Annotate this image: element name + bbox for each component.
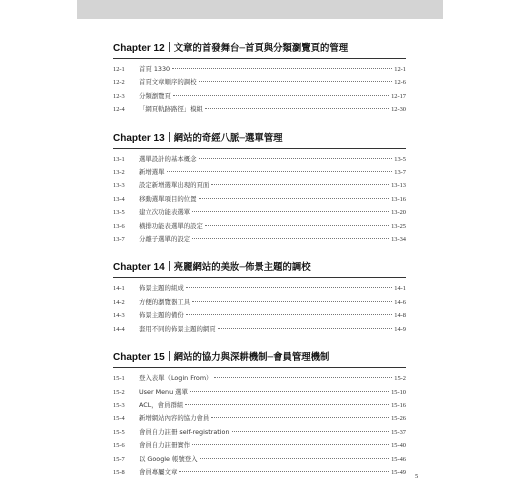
chapter-title: 亮麗網站的美妝─佈景主題的調校 <box>173 262 311 274</box>
toc-entry <box>113 76 406 89</box>
section-title: 分類瀏覽頁 <box>139 91 171 100</box>
section-page: 12-1 <box>394 66 406 73</box>
toc-entry <box>113 399 406 412</box>
page-number: 5 <box>415 473 419 480</box>
section-number: 15-6 <box>113 442 125 450</box>
chapter-number: Chapter 12 <box>113 43 165 54</box>
section-page: 13-25 <box>391 222 406 230</box>
chapter-heading <box>113 130 406 149</box>
section-number: 14-1 <box>113 285 125 293</box>
section-number: 15-1 <box>113 375 125 383</box>
section-page: 14-8 <box>394 312 406 320</box>
toc-entry <box>113 282 406 295</box>
dot-leader <box>192 444 389 445</box>
dot-leader <box>205 108 389 109</box>
chapter-heading <box>113 349 406 368</box>
toc-entry <box>113 90 406 103</box>
section-page: 15-37 <box>391 428 406 436</box>
section-title: 橫排功能表選單的設定 <box>139 221 203 230</box>
section-number: 14-2 <box>113 298 125 306</box>
dot-leader <box>186 287 393 288</box>
dot-leader <box>211 417 389 418</box>
dot-leader <box>179 471 389 472</box>
dot-leader <box>218 328 393 329</box>
toc-entry <box>113 103 406 116</box>
section-page: 13-5 <box>394 155 406 163</box>
dot-leader <box>192 301 392 302</box>
top-gray-band <box>77 0 443 19</box>
chapter-section <box>113 40 406 117</box>
section-page: 15-46 <box>391 455 406 463</box>
toc-entry <box>113 453 406 466</box>
section-title: 「網頁軌跡路徑」模組 <box>139 105 203 114</box>
section-number: 12-4 <box>113 106 125 114</box>
section-title: 方便的瀏覽器工具 <box>139 297 191 306</box>
chapter-heading <box>113 259 406 278</box>
chapter-title: 文章的首發舞台─首頁與分類瀏覽頁的管理 <box>173 43 349 54</box>
section-title: 會員自力註冊 self-registration <box>139 427 230 436</box>
toc-entry <box>113 372 406 385</box>
dot-leader <box>200 458 390 459</box>
chapter-title: 網站的奇經八脈─選單管理 <box>173 132 283 144</box>
section-page: 15-10 <box>391 388 406 396</box>
section-page: 12-6 <box>394 79 406 87</box>
section-number: 15-4 <box>113 415 125 423</box>
section-page: 14-1 <box>394 285 406 293</box>
section-title: 會員自力註冊實作 <box>139 441 191 450</box>
dot-leader <box>199 198 390 199</box>
dot-leader <box>192 211 389 212</box>
toc-entry <box>113 426 406 439</box>
section-title: 登入表單（Login From） <box>139 374 213 383</box>
toc-entry <box>113 439 406 452</box>
section-number: 13-1 <box>113 155 125 163</box>
section-number: 12-2 <box>113 79 125 87</box>
dot-leader <box>173 95 389 96</box>
toc-entry <box>113 466 406 479</box>
section-title: 佈景主題的組成 <box>139 284 184 293</box>
dot-leader <box>167 171 393 172</box>
section-page: 15-40 <box>391 442 406 450</box>
chapter-number: Chapter 15 <box>113 352 165 364</box>
table-of-contents <box>113 40 406 492</box>
chapter-number: Chapter 14 <box>113 262 165 274</box>
section-page: 15-2 <box>394 375 406 383</box>
section-number: 15-5 <box>113 428 125 436</box>
toc-entry <box>113 179 406 192</box>
section-number: 12-3 <box>113 92 125 100</box>
section-title: 設定新增選單出現的頁面 <box>139 181 210 190</box>
toc-entry <box>113 193 406 206</box>
section-page: 12-17 <box>391 92 406 100</box>
section-page: 13-16 <box>391 195 406 203</box>
chapter-title: 網站的協力與深耕機制─會員管理機制 <box>173 352 330 364</box>
chapter-separator <box>169 132 170 142</box>
section-number: 13-2 <box>113 169 125 177</box>
section-title: User Menu 選單 <box>139 387 188 396</box>
section-title: 首頁文章順序的調校 <box>139 78 197 87</box>
section-number: 12-1 <box>113 66 125 73</box>
toc-entry <box>113 206 406 219</box>
section-title: 移動選單項目的位置 <box>139 194 197 203</box>
section-number: 15-7 <box>113 455 125 463</box>
section-title: 建立次功能表選單 <box>139 208 191 217</box>
toc-entry <box>113 233 406 246</box>
section-title: 套用不同的佈景主題的網頁 <box>139 324 216 333</box>
section-title: 選單設計的基本概念 <box>139 154 197 163</box>
section-title: 新增網站內容的協力會員 <box>139 414 210 423</box>
toc-entry <box>113 386 406 399</box>
section-number: 15-2 <box>113 388 125 396</box>
section-title: ACL，會員群組 <box>139 400 184 409</box>
toc-entry <box>113 63 406 76</box>
section-number: 14-4 <box>113 325 125 333</box>
dot-leader <box>232 431 390 432</box>
dot-leader <box>172 68 392 69</box>
section-page: 14-6 <box>394 298 406 306</box>
section-page: 13-20 <box>391 209 406 217</box>
chapter-section <box>113 259 406 336</box>
toc-entry <box>113 296 406 309</box>
section-title: 會員專屬文章 <box>139 467 178 476</box>
section-title: 佈景主題的備份 <box>139 311 184 320</box>
section-number: 13-4 <box>113 195 125 203</box>
dot-leader <box>199 158 393 159</box>
toc-entry <box>113 166 406 179</box>
chapter-separator <box>169 42 170 52</box>
section-page: 15-49 <box>391 468 406 476</box>
dot-leader <box>214 377 392 378</box>
dot-leader <box>186 314 393 315</box>
toc-entry <box>113 412 406 425</box>
section-title: 新增選單 <box>139 168 165 177</box>
section-number: 13-7 <box>113 236 125 244</box>
dot-leader <box>185 404 389 405</box>
section-title: 分離子選單的設定 <box>139 235 191 244</box>
section-page: 15-16 <box>391 401 406 409</box>
section-number: 15-3 <box>113 401 125 409</box>
dot-leader <box>211 184 389 185</box>
toc-entry <box>113 153 406 166</box>
toc-entry <box>113 323 406 336</box>
dot-leader <box>199 81 393 82</box>
section-number: 13-5 <box>113 209 125 217</box>
chapter-section <box>113 130 406 247</box>
dot-leader <box>192 238 389 239</box>
chapter-number: Chapter 13 <box>113 132 165 144</box>
section-number: 13-6 <box>113 222 125 230</box>
section-title: 以 Google 帳號登入 <box>139 454 198 463</box>
section-page: 13-34 <box>391 236 406 244</box>
section-number: 13-3 <box>113 182 125 190</box>
chapter-heading <box>113 40 406 59</box>
section-page: 13-13 <box>391 182 406 190</box>
chapter-separator <box>169 351 170 361</box>
section-number: 15-8 <box>113 468 125 476</box>
section-page: 12-30 <box>391 106 406 114</box>
dot-leader <box>190 391 389 392</box>
toc-entry <box>113 309 406 322</box>
section-title: 首頁 1330 <box>139 65 171 73</box>
section-page: 14-9 <box>394 325 406 333</box>
dot-leader <box>205 225 389 226</box>
chapter-separator <box>169 261 170 271</box>
toc-entry <box>113 220 406 233</box>
section-number: 14-3 <box>113 312 125 320</box>
section-page: 15-26 <box>391 415 406 423</box>
chapter-section <box>113 349 406 479</box>
section-page: 13-7 <box>394 169 406 177</box>
